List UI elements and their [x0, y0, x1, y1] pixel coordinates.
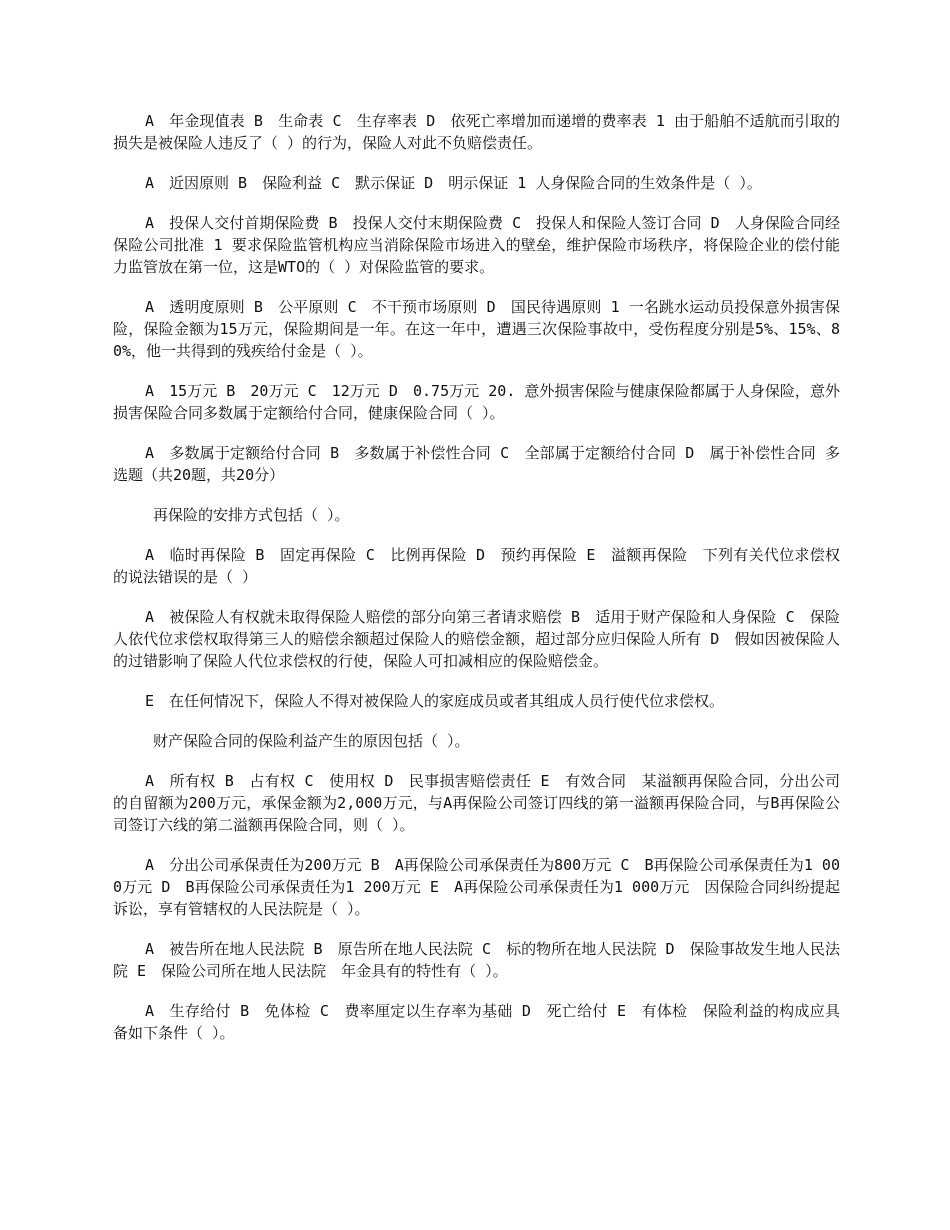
- question-paragraph: A 被告所在地人民法院 B 原告所在地人民法院 C 标的物所在地人民法院 D 保险事故发生地人民法院 E 保险公司所在地人民法院 年金具有的特性有（ ）。: [113, 940, 840, 980]
- question-paragraph: A 生存给付 B 免体检 C 费率厘定以生存率为基础 D 死亡给付 E 有体检 保险利益的构成应具备如下条件（ ）。: [113, 1002, 840, 1042]
- question-paragraph: A 临时再保险 B 固定再保险 C 比例再保险 D 预约再保险 E 溢额再保险 下列有关代位求偿权的说法错误的是（ ）: [113, 546, 840, 586]
- question-paragraph: A 近因原则 B 保险利益 C 默示保证 D 明示保证 1 人身保险合同的生效条件是（ ）。: [145, 174, 762, 192]
- question-paragraph: A 多数属于定额给付合同 B 多数属于补偿性合同 C 全部属于定额给付合同 D 属于补偿性合同 多选题（共20题，共20分）: [113, 444, 840, 484]
- question-paragraph: A 透明度原则 B 公平原则 C 不干预市场原则 D 国民待遇原则 1 一名跳水运动员投保意外损害保险，保险金额为15万元，保险期间是一年。在这一年中，遭遇三次保险事故中，受伤程度分别是5%、15%、80%，他一共得到的残疾给付金是（ ）。: [113, 298, 840, 360]
- question-paragraph: A 年金现值表 B 生命表 C 生存率表 D 依死亡率增加而递增的费率表 1 由于船舶不适航而引取的损失是被保险人违反了（ ）的行为，保险人对此不负赔偿责任。: [113, 112, 840, 152]
- question-paragraph: E 在任何情况下，保险人不得对被保险人的家庭成员或者其组成人员行使代位求偿权。: [145, 692, 725, 710]
- question-paragraph: A 所有权 B 占有权 C 使用权 D 民事损害赔偿责任 E 有效合同 某溢额再保险合同，分出公司的自留额为200万元，承保金额为2,000万元，与A再保险公司签订四线的第一溢额再保险合同，与B再保险公司签订六线的第二溢额再保险合同，则（ ）。: [113, 772, 840, 834]
- question-paragraph: A 被保险人有权就未取得保险人赔偿的部分向第三者请求赔偿 B 适用于财产保险和人身保险 C 保险人依代位求偿权取得第三人的赔偿余额超过保险人的赔偿金额，超过部分应归保险人所有 D 假如因被保险人的过错影响了保险人代位求偿权的行使，保险人可扣减相应的保险赔偿金。: [113, 608, 840, 670]
- question-paragraph: A 投保人交付首期保险费 B 投保人交付末期保险费 C 投保人和保险人签订合同 D 人身保险合同经保险公司批准 1 要求保险监管机构应当消除保险市场进入的壁垒，维护保险市场秩序，将保险企业的偿付能力监管放在第一位，这是WTO的（ ）对保险监管的要求。: [113, 214, 840, 276]
- question-paragraph: 再保险的安排方式包括（ ）。: [153, 506, 350, 524]
- question-paragraph: A 15万元 B 20万元 C 12万元 D 0.75万元 20. 意外损害保险与健康保险都属于人身保险，意外损害保险合同多数属于定额给付合同，健康保险合同（ ）。: [113, 382, 840, 422]
- question-paragraph: A 分出公司承保责任为200万元 B A再保险公司承保责任为800万元 C B再保险公司承保责任为1 000万元 D B再保险公司承保责任为1 200万元 E A再保险公司承保责任为1 000万元 因保险合同纠纷提起诉讼，享有管辖权的人民法院是（ ）。: [113, 856, 840, 918]
- question-paragraph: 财产保险合同的保险利益产生的原因包括（ ）。: [153, 732, 470, 750]
